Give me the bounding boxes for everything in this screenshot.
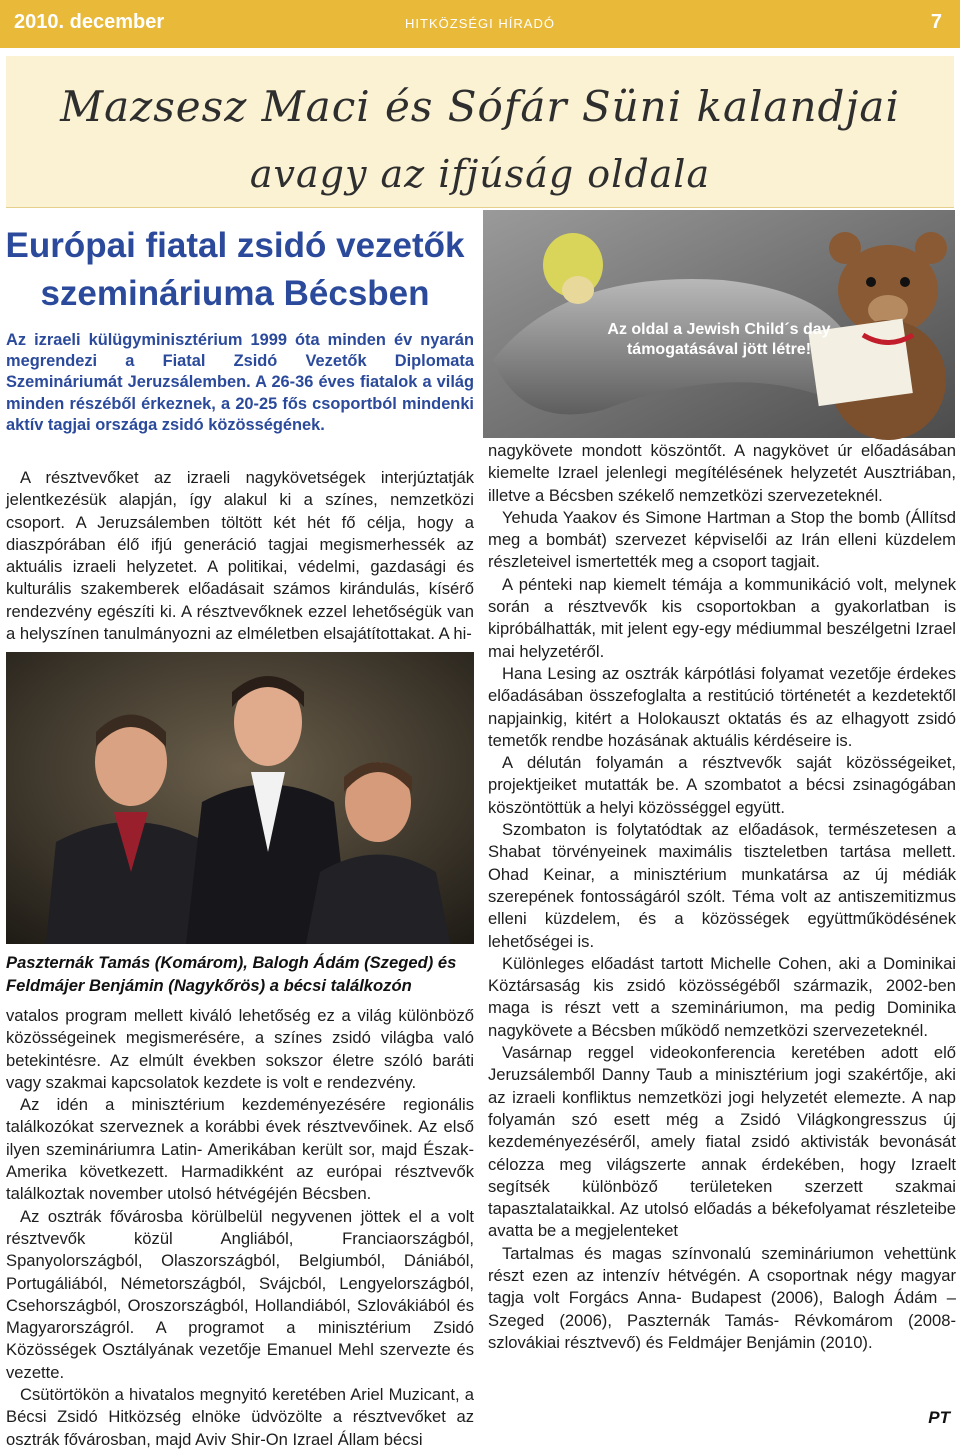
right-column	[488, 440, 956, 1354]
banner-subtitle: avagy az ifjúság oldala	[249, 152, 711, 196]
mascot-photo	[483, 210, 955, 438]
paragraph: Hana Lesing az osztrák kárpótlási folyamat vezetője érdekes előadásában összefoglalta a restitúció történetét a kezdetektől napjainkig, kitért a Holokauszt oktatás és az elhagyott zsidó temetők rendbe hozásának aktuális kérdéseire is.	[488, 663, 956, 750]
article-lead: Az izraeli külügyminisztérium 1999 óta minden év nyarán megrendezi a Fiatal Zsidó Vezetők Diplomata Szemináriumát Jeruzsálemben. A 26-36 éves fiatalok a világ minden részéből érkeznek, a 20-25 fős csoportból mindenki aktív tagjai országa zsidó közösségének.	[6, 331, 474, 434]
sponsor-caption-line-1: Az oldal a Jewish Child´s day	[607, 321, 831, 338]
issue-date: 2010. december	[14, 11, 165, 33]
headline-line-2: szemináriuma Bécsben	[40, 274, 430, 313]
publication-name: HITKÖZSÉGI HÍRADÓ	[405, 16, 555, 31]
paragraph: A résztvevőket az izraeli nagykövetségek interjúztatják jelentkezésük alapján, így alakul ki a színes, nemzetközi csoport. A Jeruzsálemben töltött két hét fő célja, hogy a diaszpórában élő ifjú generáció tagjai megismerhessék az aktuális izraeli helyzetet. A politikai, védelmi, gazdasági és kulturális szakemberek előadásait számos kirándulás, kísérő rendezvény egészíti ki. A résztvevőknek ezzel lehetőségük van a helyszínen tanulmányozni az elméletben elsajátítottakat. A hi-	[6, 468, 474, 644]
paragraph: nagykövete mondott köszöntőt. A nagykövet úr előadásában kiemelte Izrael jelenlegi megítélésének helyzetét Ausztriában, illetve a Bécsben székelő nemzetközi szervezeteknél.	[488, 441, 956, 505]
left-column-top	[6, 467, 474, 645]
paragraph: vatalos program mellett kiváló lehetőség ez a világ különböző közösségeinek megismerésére, a színes zsidó világba való betekintésre. Az elmúlt években sokszor életre szóló baráti vagy szakmai kapcsolatok kezdete is volt e rendezvény.	[6, 1006, 474, 1092]
headline-line-1: Európai fiatal zsidó vezetők	[5, 226, 465, 265]
paragraph: Az osztrák fővárosba körülbelül negyvenen jöttek el a volt résztvevők közül Angliából, Franciaországból, Spanyolországból, Olaszországból, Belgiumból, Dániából, Portugáliából, Németországból, Svájcból, Lengyelországból, Csehországból, Oroszországból, Hollandiából, Szlovákiából és Magyarországról. A programot a minisztérium Zsidó Közösségek Osztályának vezetője Emanuel Mehl szervezte és vezette.	[6, 1206, 474, 1382]
banner-title: Mazsesz Maci és Sófár Süni kalandjai	[60, 82, 900, 131]
paragraph: A pénteki nap kiemelt témája a kommunikáció volt, melynek során a résztvevők kis csoportokban a gyakorlatban is kipróbálhatták, mit jelent egy-egy médiummal beszélgetni Izrael mai helyzetéről.	[488, 574, 956, 661]
group-photo	[6, 652, 474, 944]
paragraph: Csütörtökön a hivatalos megnyitó keretében Ariel Muzicant, a Bécsi Zsidó Hitközség elnöke üdvözölte a résztvevőket az osztrák fővárosban, majd Aviv Shir-On Izrael Állam bécsi	[6, 1385, 474, 1449]
photo-caption: Paszternák Tamás (Komárom), Balogh Ádám (Szeged) és Feldmájer Benjámin (Nagykőrös) a bécsi találkozón	[6, 953, 457, 995]
paragraph: A délután folyamán a résztvevők saját közösségeiket, projektjeiket mutatták be. A szombatot a bécsi zsinagógában köszöntöttük a helyi közösséggel együtt.	[488, 753, 956, 817]
page-number: 7	[930, 11, 942, 33]
sponsor-caption-line-2: támogatásával jött létre!	[626, 341, 812, 358]
paragraph: Yehuda Yaakov és Simone Hartman a Stop the bomb (Állítsd meg a bombát) szervezet képviselői az Irán elleni küzdelem részleteivel ismertették meg a csoport tagjait.	[488, 507, 956, 572]
left-column-bottom	[6, 1005, 474, 1451]
paragraph: Szombaton is folytatódtak az előadások, természetesen a Shabat törvényeinek maximális tiszteletben tartása mellett. Ohad Keinar, a minisztérium munkatársa az új médiák szerepének fontosságáról szólt. Téma volt az antiszemitizmus elleni küzdelem, és a közösségek együttműködésének lehetőségei is.	[488, 820, 956, 951]
paragraph: Vasárnap reggel videokonferencia keretében adott elő Jeruzsálemből Danny Taub a minisztérium jogi szakértője, aki az izraeli konfliktus nemzetközi jogi helyzetét elemezte. A nap folyamán szó esett még a Zsidó Világkongresszus új kezdeményezéséről, amely fiatal zsidó aktivisták bevonását célozza meg világszerte annak érdekében, hogy Izraelt segítsék különböző területeken szerzett szakmai tapasztalataikkal. Az utolsó előadás a békefolyamat részleteibe avatta be a megjelenteket	[488, 1043, 956, 1241]
section-banner	[6, 56, 954, 208]
paragraph: Az idén a minisztérium kezdeményezésére regionális találkozókat szerveznek a korábbi évek résztvevőinek. Az első ilyen szemináriumra Latin- Amerikában került sor, majd Észak-Amerika következett. Harmadikként az európai résztvevők találkoztak november utolsó hétvégéjén Bécsben.	[6, 1095, 474, 1204]
paragraph: Tartalmas és magas színvonalú szemináriumon vehettünk részt ezen az intenzív hétvégén. A csoportnak négy magyar tagja volt Forgács Anna- Budapest (2006), Balogh Ádám – Szeged (2006), Paszternák Tamás- Révkomárom (2008- szlovákiai résztvevő) és Feldmájer Benjámin (2010).	[488, 1243, 956, 1352]
page-header-bar	[0, 0, 960, 48]
article-headline	[0, 222, 470, 318]
paragraph: Különleges előadást tartott Michelle Cohen, aki a Dominikai Köztársaság kis zsidó közösségéből származik, 2002-ben maga is részt vett a szemináriumon, ma pedig Dominika nagykövete a Bécsben működő nemzetközi szervezeteknél.	[488, 953, 956, 1040]
group-photo-image	[6, 652, 474, 944]
author-signature: PT	[928, 1408, 950, 1427]
sponsor-caption	[483, 320, 955, 360]
